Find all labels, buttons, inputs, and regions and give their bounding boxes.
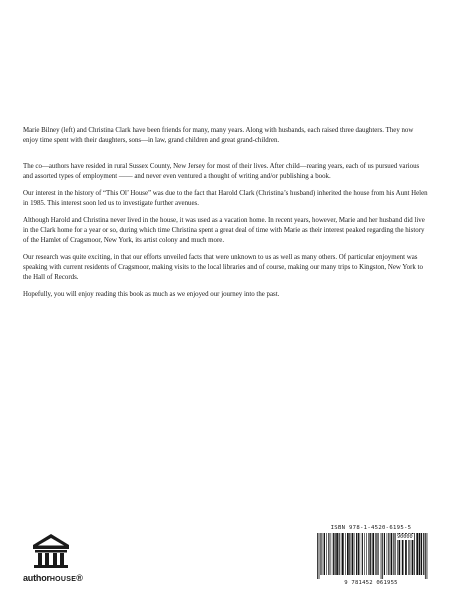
- barcode-bar: [320, 533, 321, 575]
- barcode-bar: [331, 533, 332, 575]
- publisher-logo: [23, 533, 93, 588]
- paragraph-closing: Hopefully, you will enjoy reading this book as much as we enjoyed our journey into the past.: [23, 291, 280, 298]
- isbn-label: ISBN 978-1-4520-6195-5: [330, 525, 412, 531]
- barcode-bar: [324, 533, 325, 575]
- barcode-bar: [370, 533, 371, 575]
- barcode-bar: [364, 533, 365, 575]
- barcode-bar: [354, 533, 355, 575]
- photo-caption: Marie Bilney (left) and Christina Clark have been friends for many, many years. Along with husbands, each raised three daughters. They now enjoy time spent with their daughters, sons—in law, grand children and great grand-children.: [23, 127, 414, 144]
- barcode-bar: [323, 533, 324, 575]
- barcode-bar: [372, 533, 374, 575]
- barcode-bar: [328, 533, 329, 575]
- barcode-bar: [341, 533, 342, 575]
- paragraph-coauthors: The co—authors have resided in rural Sussex County, New Jersey for most of their lives. After child—rearing years, each of us pursued various and assorted types of employment —— and never even ventured a thought of writing and/or publishing a book.: [23, 163, 420, 180]
- paragraph-research: Our research was quite exciting, in that our efforts unveiled facts that were unknown to us as well as many others. Of particular enjoyment was speaking with current residents of Cragsmoor, making visits to the local libraries and of course, making our many trips to Kingston, New York to the Hall of Records.: [23, 254, 423, 281]
- barcode-bar: [375, 533, 376, 575]
- barcode-bar: [326, 533, 327, 575]
- barcode-bar: [349, 533, 350, 575]
- barcode-bar: [425, 533, 426, 579]
- publisher-name-author: author: [23, 573, 50, 583]
- barcode-bar: [317, 533, 318, 579]
- barcode-bar: [387, 533, 388, 575]
- barcode-bar: [360, 533, 361, 575]
- barcode-bar: [347, 533, 349, 575]
- paragraph-interest: Our interest in the history of “This Ol’ House” was due to the fact that Harold Clark (Christina’s husband) inherited the house from his Aunt Helen in 1985. This interest soon led us to investigate further avenues.: [23, 190, 428, 207]
- publisher-trademark: ®: [76, 573, 83, 583]
- barcode-bar: [427, 533, 428, 579]
- paragraph-vacation-home: Although Harold and Christina never lived in the house, it was used as a vacation home. In recent years, however, Marie and her husband did live in the Clark home for a year or so, during which time Christina spent a great deal of time with Marie as their interest peaked regarding the history of the Hamlet of Cragsmoor, New York, its artist colony and much more.: [23, 217, 425, 244]
- barcode-bar: [319, 533, 320, 579]
- barcode-bar: [378, 533, 379, 575]
- barcode-bar: [356, 533, 357, 575]
- authorhouse-logo-icon: [31, 533, 71, 569]
- barcode-bar: [333, 533, 334, 575]
- price-code: 90000: [397, 534, 413, 540]
- photo-area: [0, 0, 450, 120]
- barcode-bar: [368, 533, 369, 575]
- barcode-bar: [414, 533, 415, 575]
- barcode-bar: [345, 533, 346, 575]
- barcode-bar: [391, 533, 393, 575]
- barcode-bar: [384, 533, 385, 575]
- isbn-digits: 9 781452 061955: [344, 580, 398, 586]
- barcode-bar: [419, 533, 421, 575]
- barcode-bar: [416, 533, 418, 575]
- barcode-bar: [382, 533, 383, 579]
- barcode-bar: [335, 533, 336, 575]
- barcode-bar: [423, 533, 424, 575]
- barcode-bar: [376, 533, 377, 575]
- barcode-bar: [352, 533, 354, 575]
- barcode-bar: [381, 533, 382, 579]
- barcode-bar: [339, 533, 340, 575]
- barcode-bar: [336, 533, 338, 575]
- barcode-bar: [421, 533, 422, 575]
- back-cover-text: [23, 126, 429, 300]
- barcode-bar: [342, 533, 344, 575]
- isbn-barcode: [312, 524, 430, 590]
- barcode-bar: [362, 533, 363, 575]
- publisher-name: [23, 573, 83, 583]
- publisher-name-house: HOUSE: [49, 576, 77, 583]
- barcode-bar: [358, 533, 359, 575]
- barcode-bar: [388, 533, 389, 575]
- barcode-bar: [366, 533, 367, 575]
- barcode-bar: [393, 533, 394, 575]
